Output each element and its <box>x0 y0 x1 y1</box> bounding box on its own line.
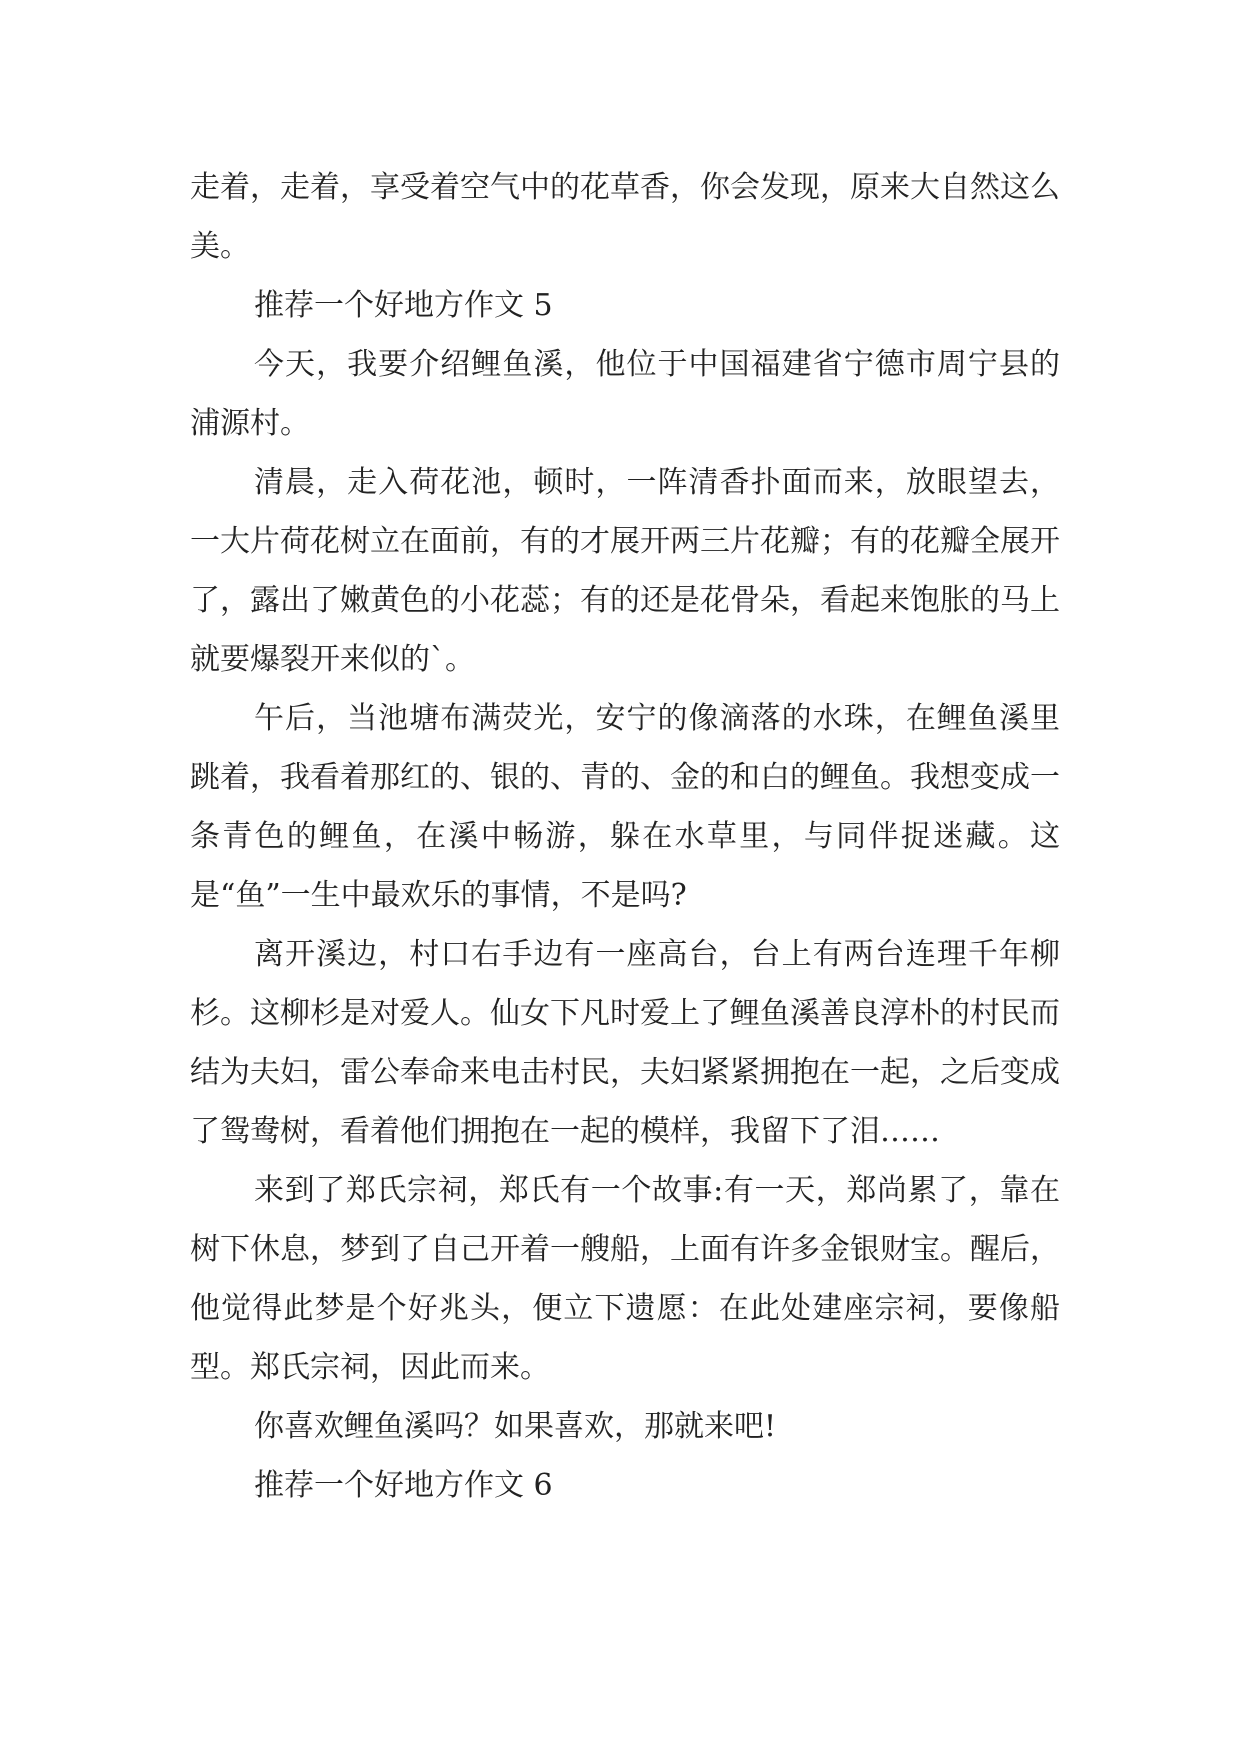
paragraph-willow-trees: 离开溪边，村口右手边有一座高台，台上有两台连理千年柳杉。这柳杉是对爱人。仙女下凡时爱上了鲤鱼溪善良淳朴的村民而结为夫妇，雷公奉命来电击村民，夫妇紧紧拥抱在一起，之后变成了鸳鸯树，看着他们拥抱在一起的模样，我留下了泪…… <box>190 937 1060 1149</box>
paragraph-location: 今天，我要介绍鲤鱼溪，他位于中国福建省宁德市周宁县的浦源村。 <box>190 347 1060 441</box>
paragraph-ancestral-hall: 来到了郑氏宗祠，郑氏有一个故事:有一天，郑尚累了，靠在树下休息，梦到了自己开着一艘船，上面有许多金银财宝。醒后，他觉得此梦是个好兆头，便立下遗愿：在此处建座宗祠，要像船型。郑氏宗祠，因此而来。 <box>190 1173 1060 1385</box>
paragraph-invitation: 你喜欢鲤鱼溪吗？如果喜欢，那就来吧! <box>254 1409 777 1444</box>
paragraph-intro-ending: 走着，走着，享受着空气中的花草香，你会发现，原来大自然这么美。 <box>190 170 1060 264</box>
paragraph-afternoon: 午后，当池塘布满荧光，安宁的像滴落的水珠，在鲤鱼溪里跳着，我看着那红的、银的、青的、金的和白的鲤鱼。我想变成一条青色的鲤鱼，在溪中畅游，躲在水草里，与同伴捉迷藏。这是“鱼”一生中最欢乐的事情，不是吗? <box>190 701 1060 913</box>
document-body <box>190 158 1060 1515</box>
paragraph-morning: 清晨，走入荷花池，顿时，一阵清香扑面而来，放眼望去，一大片荷花树立在面前，有的才展开两三片花瓣；有的花瓣全展开了，露出了嫩黄色的小花蕊；有的还是花骨朵，看起来饱胀的马上就要爆裂开来似的`。 <box>190 465 1060 677</box>
essay-heading-6: 推荐一个好地方作文 6 <box>254 1468 553 1503</box>
essay-heading-5: 推荐一个好地方作文 5 <box>254 288 553 323</box>
